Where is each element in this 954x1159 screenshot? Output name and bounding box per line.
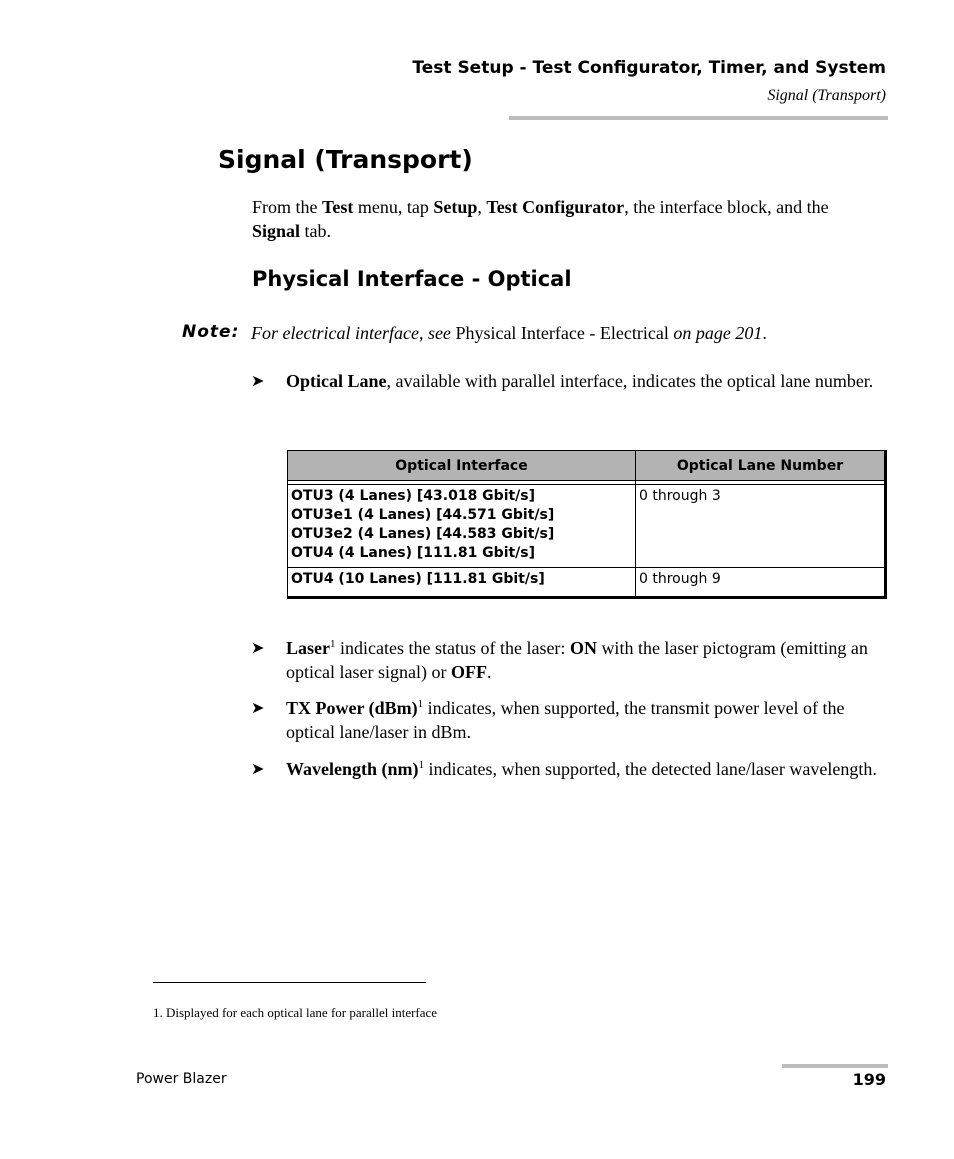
header-rule bbox=[509, 116, 888, 120]
running-header-title: Test Setup - Test Configurator, Timer, and System bbox=[412, 58, 886, 78]
menu-test: Test bbox=[322, 197, 354, 217]
table-cell-interface: OTU3 (4 Lanes) [43.018 Gbit/s] OTU3e1 (4 Lanes) [44.571 Gbit/s] OTU3e2 (4 Lanes) [44.583 Gbit/s] OTU4 (4 Lanes) [111.81 Gbit/s] bbox=[288, 485, 636, 568]
table-row bbox=[288, 568, 886, 598]
page-number: 199 bbox=[852, 1070, 886, 1089]
note-label: Note: bbox=[182, 322, 240, 342]
note-text: For electrical interface, see Physical Interface - Electrical on page 201. bbox=[251, 323, 767, 343]
table-cell-lanes: 0 through 9 bbox=[636, 568, 886, 598]
table-cell-lanes: 0 through 3 bbox=[636, 485, 886, 568]
bullet-arrow-icon: ➤ bbox=[251, 700, 265, 717]
bullet-tx-power: TX Power (dBm)$^1$ indicates, when supported, the transmit power level of the optical lane/laser in dBm. bbox=[286, 698, 845, 742]
section-heading: Physical Interface - Optical bbox=[252, 267, 572, 291]
footer-product-name: Power Blazer bbox=[136, 1071, 227, 1087]
bullet-arrow-icon: ➤ bbox=[251, 761, 265, 778]
bullet-arrow-icon: ➤ bbox=[251, 640, 265, 657]
table-row bbox=[288, 485, 886, 568]
table-header-lane-number: Optical Lane Number bbox=[636, 451, 886, 481]
bullet-wavelength: Wavelength (nm)$^1$ indicates, when supported, the detected lane/laser wavelength. bbox=[286, 759, 877, 779]
footer-rule bbox=[782, 1064, 888, 1068]
table-cell-interface: OTU4 (10 Lanes) [111.81 Gbit/s] bbox=[288, 568, 636, 598]
table-header-interface: Optical Interface bbox=[288, 451, 636, 481]
tab-signal: Signal bbox=[252, 221, 301, 241]
footnote: 1. Displayed for each optical lane for parallel interface bbox=[153, 1005, 438, 1020]
menu-test-configurator: Test Configurator bbox=[486, 197, 625, 217]
running-header-subtitle: Signal (Transport) bbox=[767, 87, 886, 104]
intro-paragraph: From the Test menu, tap Setup, Test Configurator, the interface block, and the Signal tab. bbox=[252, 197, 829, 241]
footnote-rule bbox=[153, 982, 426, 983]
cross-reference-link[interactable]: Physical Interface - Electrical bbox=[455, 323, 669, 343]
bullet-laser: Laser$^1$ indicates the status of the laser: ON with the laser pictogram (emitting an optical laser signal) or OFF. bbox=[286, 638, 868, 682]
menu-setup: Setup bbox=[433, 197, 478, 217]
bullet-optical-lane: Optical Lane, available with parallel interface, indicates the optical lane number. bbox=[286, 371, 874, 391]
bullet-arrow-icon: ➤ bbox=[251, 373, 265, 390]
optical-lane-table bbox=[287, 450, 887, 599]
page-title: Signal (Transport) bbox=[218, 145, 473, 174]
